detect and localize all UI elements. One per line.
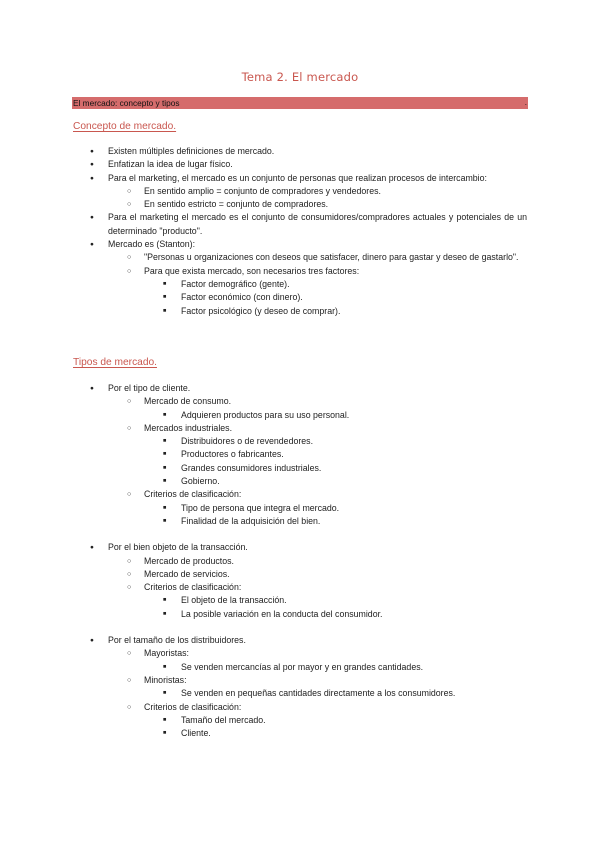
list-item: ○ Mercado de consumo. xyxy=(90,395,527,408)
list-item: ○ En sentido amplio = conjunto de compradores y vendedores. xyxy=(90,185,527,198)
list-item: ● Por el tipo de cliente. xyxy=(90,382,527,395)
list-item: ● Existen múltiples definiciones de mercado. xyxy=(90,145,527,158)
list-item: ○ Criterios de clasificación: xyxy=(90,701,527,714)
list-item: ■ Cliente. xyxy=(90,727,527,740)
banner-end-mark: . xyxy=(524,98,527,107)
list-item: ○ Para que exista mercado, son necesarios tres factores: xyxy=(90,265,527,278)
list-item: ○ Mayoristas: xyxy=(90,647,527,660)
list-item: ■ Gobierno. xyxy=(90,475,527,488)
list-item: ■ Se venden en pequeñas cantidades directamente a los consumidores. xyxy=(90,687,527,700)
list-item: ■ Factor económico (con dinero). xyxy=(90,291,527,304)
list-item: ○ Criterios de clasificación: xyxy=(90,488,527,501)
list-item: ● Para el marketing el mercado es el conjunto de consumidores/compradores actuales y potenciales de un determinado "producto". xyxy=(90,211,527,238)
list-item: ■ Grandes consumidores industriales. xyxy=(90,462,527,475)
list-item: ● Por el bien objeto de la transacción. xyxy=(90,541,527,554)
list-item: ■ Finalidad de la adquisición del bien. xyxy=(90,515,527,528)
list-item: ■ Se venden mercancías al por mayor y en grandes cantidades. xyxy=(90,661,527,674)
banner-label: El mercado: concepto y tipos xyxy=(73,98,180,108)
list-item: ■ La posible variación en la conducta del consumidor. xyxy=(90,608,527,621)
concepto-list xyxy=(90,145,527,318)
list-item: ● Mercado es (Stanton): xyxy=(90,238,527,251)
list-item: ○ Criterios de clasificación: xyxy=(90,581,527,594)
list-item: ○ Minoristas: xyxy=(90,674,527,687)
list-item: ■ Adquieren productos para su uso personal. xyxy=(90,409,527,422)
list-item: ■ El objeto de la transacción. xyxy=(90,594,527,607)
list-item: ■ Productores o fabricantes. xyxy=(90,448,527,461)
list-item: ○ Mercado de productos. xyxy=(90,555,527,568)
list-item: ■ Factor demográfico (gente). xyxy=(90,278,527,291)
list-item: ■ Tamaño del mercado. xyxy=(90,714,527,727)
list-item: ○ En sentido estricto = conjunto de compradores. xyxy=(90,198,527,211)
list-item: ● Para el marketing, el mercado es un conjunto de personas que realizan procesos de intercambio: xyxy=(90,172,527,185)
heading-concepto: Concepto de mercado. xyxy=(73,121,177,132)
list-item: ■ Distribuidores o de revendedores. xyxy=(90,435,527,448)
tipos-list xyxy=(90,382,527,740)
list-item: ■ Factor psicológico (y deseo de comprar). xyxy=(90,305,527,318)
list-item: ■ Tipo de persona que integra el mercado. xyxy=(90,502,527,515)
section-banner xyxy=(72,97,528,109)
list-item: ○ Mercados industriales. xyxy=(90,422,527,435)
list-item: ● Por el tamaño de los distribuidores. xyxy=(90,634,527,647)
list-item: ● Enfatizan la idea de lugar físico. xyxy=(90,158,527,171)
heading-tipos: Tipos de mercado. xyxy=(73,357,157,368)
list-item: ○ Mercado de servicios. xyxy=(90,568,527,581)
page-title: Tema 2. El mercado xyxy=(241,70,359,84)
list-item: ○ "Personas u organizaciones con deseos que satisfacer, dinero para gastar y deseo de gastarlo". xyxy=(90,251,527,264)
